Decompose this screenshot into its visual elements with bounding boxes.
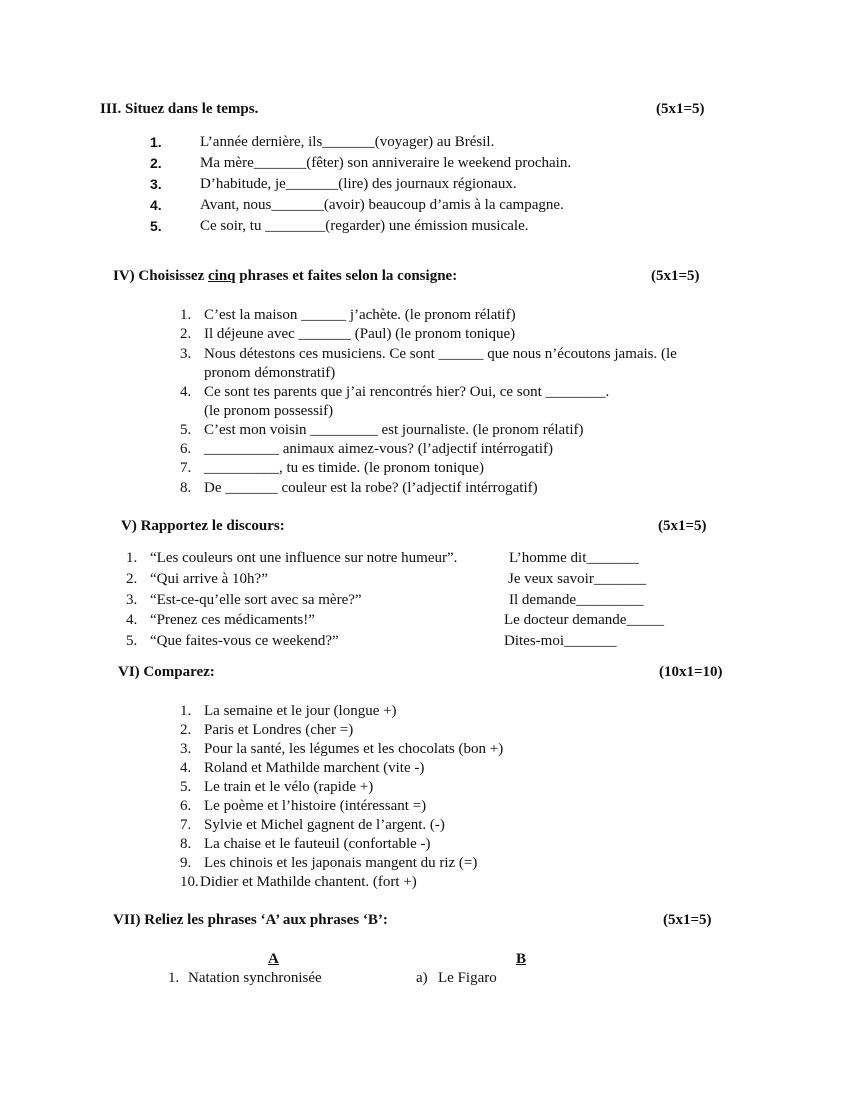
s6-item-9-num: 9. bbox=[180, 855, 192, 871]
section-5-title: V) Rapportez le discours: bbox=[121, 518, 285, 534]
column-b-header: B bbox=[516, 951, 527, 967]
s4-item-4-num: 4. bbox=[180, 384, 192, 400]
s5-item-3-num: 3. bbox=[126, 592, 138, 608]
s6-item-7-text: Sylvie et Michel gagnent de l’argent. (-) bbox=[204, 817, 445, 833]
s6-item-8-num: 8. bbox=[180, 836, 192, 852]
s6-item-8-text: La chaise et le fauteuil (confortable -) bbox=[204, 836, 431, 852]
s4-item-6-num: 6. bbox=[180, 441, 192, 457]
s6-item-1-num: 1. bbox=[180, 703, 192, 719]
section-7-title-num: VII) bbox=[113, 912, 141, 928]
s4-item-2-num: 2. bbox=[180, 326, 192, 342]
section-4-title bbox=[113, 268, 457, 285]
s3-item-1-text: L’année dernière, ils_______(voyager) au Brésil. bbox=[200, 134, 495, 150]
s3-item-4-text: Avant, nous_______(avoir) beaucoup d’amis à la campagne. bbox=[200, 197, 564, 213]
section-7-title bbox=[113, 912, 388, 929]
s6-item-5-text: Le train et le vélo (rapide +) bbox=[204, 779, 374, 795]
s4-item-4-cont: (le pronom possessif) bbox=[204, 403, 334, 419]
section-7-title-text: Reliez les phrases ‘A’ aux phrases ‘B’: bbox=[140, 912, 388, 928]
s7-b-item-1-num: a) bbox=[416, 970, 428, 986]
s5-item-5-report: Dites-moi_______ bbox=[504, 633, 617, 649]
s5-item-4-report: Le docteur demande_____ bbox=[504, 612, 664, 628]
s7-a-item-1-num: 1. bbox=[168, 970, 180, 986]
s6-item-7-num: 7. bbox=[180, 817, 192, 833]
s5-item-1-report: L’homme dit_______ bbox=[509, 550, 639, 566]
s4-item-8-num: 8. bbox=[180, 480, 192, 496]
s6-item-2-text: Paris et Londres (cher =) bbox=[204, 722, 354, 738]
s6-item-6-num: 6. bbox=[180, 798, 192, 814]
section-4-title-prefix: IV) Choisissez bbox=[113, 268, 209, 284]
s4-item-1-num: 1. bbox=[180, 307, 192, 323]
s5-item-2-num: 2. bbox=[126, 571, 138, 587]
s4-item-2-text: Il déjeune avec _______ (Paul) (le pronom tonique) bbox=[204, 326, 516, 342]
s6-item-1-text: La semaine et le jour (longue +) bbox=[204, 703, 397, 719]
s6-item-2-num: 2. bbox=[180, 722, 192, 738]
s6-item-9-text: Les chinois et les japonais mangent du riz (=) bbox=[204, 855, 478, 871]
s5-item-1-num: 1. bbox=[126, 550, 138, 566]
s4-item-5-num: 5. bbox=[180, 422, 192, 438]
section-4-marks: (5x1=5) bbox=[651, 268, 700, 284]
s3-item-4-num: 4. bbox=[150, 197, 162, 213]
s4-item-1-text: C’est la maison ______ j’achète. (le pronom rélatif) bbox=[204, 307, 516, 323]
s5-item-5-num: 5. bbox=[126, 633, 138, 649]
s3-item-3-text: D’habitude, je_______(lire) des journaux régionaux. bbox=[200, 176, 517, 192]
s4-item-8-text: De _______ couleur est la robe? (l’adjectif intérrogatif) bbox=[204, 480, 538, 496]
s4-item-6-text: __________ animaux aimez-vous? (l’adjectif intérrogatif) bbox=[204, 441, 554, 457]
s3-item-2-text: Ma mère_______(fêter) son anniveraire le weekend prochain. bbox=[200, 155, 572, 171]
s6-item-10-num: 10. bbox=[180, 874, 199, 890]
s6-item-3-num: 3. bbox=[180, 741, 192, 757]
s3-item-3-num: 3. bbox=[150, 176, 162, 192]
s5-item-1-quote: “Les couleurs ont une influence sur notre humeur”. bbox=[150, 550, 458, 566]
s3-item-1-num: 1. bbox=[150, 134, 162, 150]
s7-a-item-1-text: Natation synchronisée bbox=[188, 970, 322, 986]
s6-item-6-text: Le poème et l’histoire (intéressant =) bbox=[204, 798, 427, 814]
s4-item-3-cont: pronom démonstratif) bbox=[204, 365, 336, 381]
s3-item-5-text: Ce soir, tu ________(regarder) une émission musicale. bbox=[200, 218, 529, 234]
s4-item-3-text: Nous détestons ces musiciens. Ce sont ______ que nous n’écoutons jamais. (le bbox=[204, 346, 677, 362]
s5-item-4-num: 4. bbox=[126, 612, 138, 628]
section-6-title: VI) Comparez: bbox=[118, 664, 215, 680]
section-6-marks: (10x1=10) bbox=[659, 664, 723, 680]
section-4-title-suffix: phrases et faites selon la consigne: bbox=[235, 268, 458, 284]
s5-item-4-quote: “Prenez ces médicaments!” bbox=[150, 612, 315, 628]
column-a-header: A bbox=[268, 951, 279, 967]
s7-b-item-1-text: Le Figaro bbox=[438, 970, 497, 986]
s4-item-3-num: 3. bbox=[180, 346, 192, 362]
s5-item-5-quote: “Que faites-vous ce weekend?” bbox=[150, 633, 339, 649]
s6-item-5-num: 5. bbox=[180, 779, 192, 795]
s6-item-3-text: Pour la santé, les légumes et les chocolats (bon +) bbox=[204, 741, 504, 757]
section-3-title: III. Situez dans le temps. bbox=[100, 101, 259, 117]
s3-item-5-num: 5. bbox=[150, 218, 162, 234]
s4-item-4-text: Ce sont tes parents que j’ai rencontrés hier? Oui, ce sont ________. bbox=[204, 384, 610, 400]
s4-item-7-num: 7. bbox=[180, 460, 192, 476]
s6-item-10-text: Didier et Mathilde chantent. (fort +) bbox=[200, 874, 417, 890]
s3-item-2-num: 2. bbox=[150, 155, 162, 171]
section-4-title-underlined: cinq bbox=[208, 268, 236, 284]
s5-item-2-report: Je veux savoir_______ bbox=[508, 571, 647, 587]
section-3-marks: (5x1=5) bbox=[656, 101, 705, 117]
s5-item-2-quote: “Qui arrive à 10h?” bbox=[150, 571, 268, 587]
section-5-marks: (5x1=5) bbox=[658, 518, 707, 534]
s5-item-3-quote: “Est-ce-qu’elle sort avec sa mère?” bbox=[150, 592, 362, 608]
s6-item-4-text: Roland et Mathilde marchent (vite -) bbox=[204, 760, 425, 776]
s4-item-5-text: C’est mon voisin _________ est journaliste. (le pronom rélatif) bbox=[204, 422, 584, 438]
s6-item-4-num: 4. bbox=[180, 760, 192, 776]
section-7-marks: (5x1=5) bbox=[663, 912, 712, 928]
s5-item-3-report: Il demande_________ bbox=[509, 592, 644, 608]
s4-item-7-text: __________, tu es timide. (le pronom tonique) bbox=[204, 460, 484, 476]
